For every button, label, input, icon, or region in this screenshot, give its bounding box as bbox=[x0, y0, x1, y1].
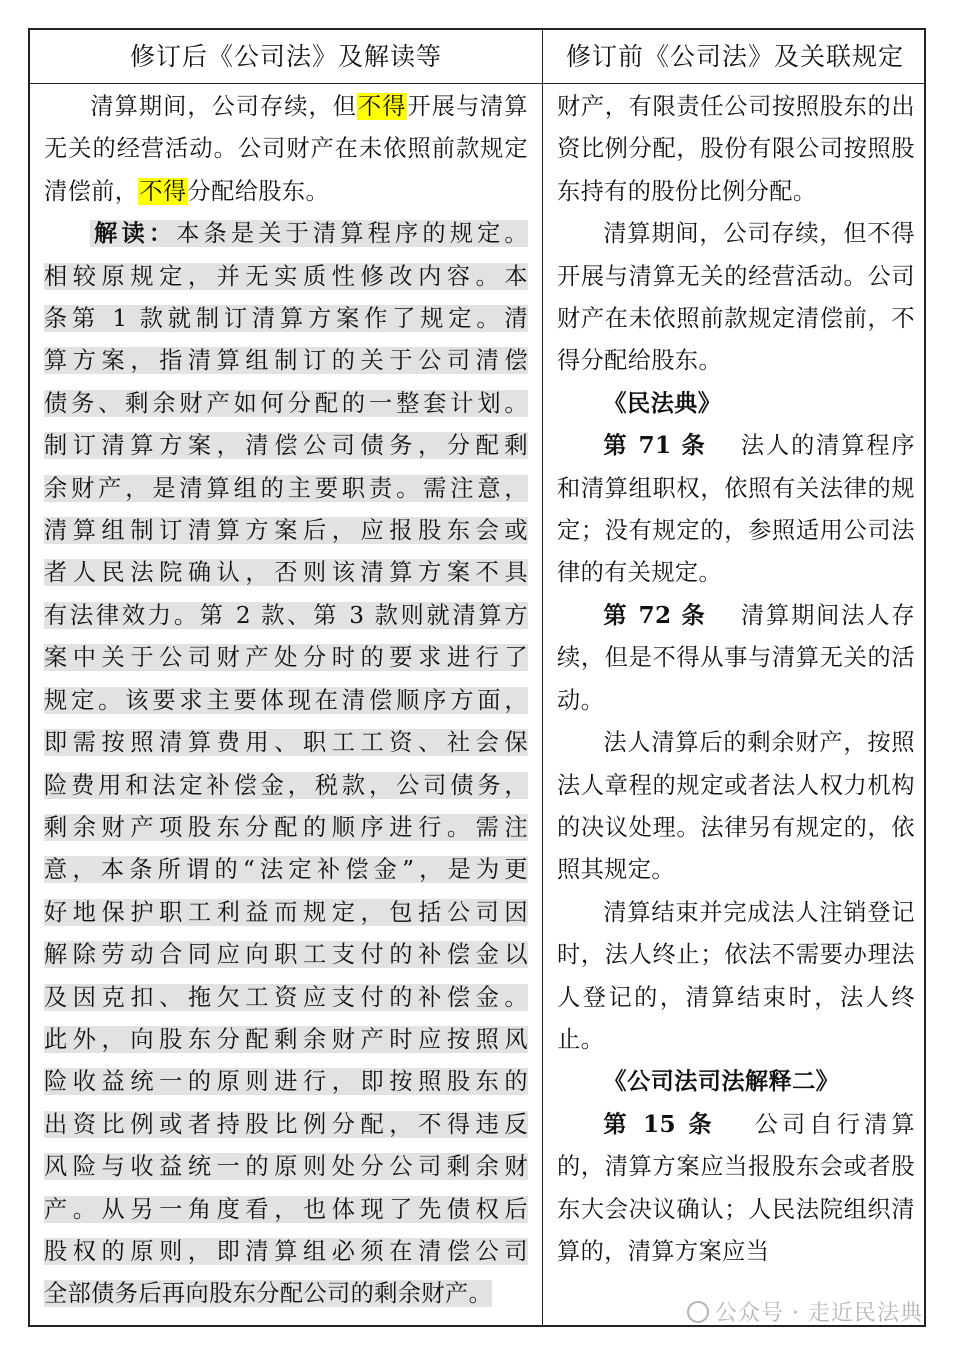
interpretation-line bbox=[44, 340, 528, 382]
interpretation-text: 解除劳动合同应向职工支付的补偿金以 bbox=[44, 941, 528, 969]
highlight-not-allowed-2: 不得 bbox=[139, 177, 187, 205]
judicial-article-15 bbox=[557, 1104, 915, 1274]
interpretation-text: 条第 1 款就制订清算方案作了规定。清 bbox=[44, 305, 528, 333]
interpretation-line bbox=[44, 1061, 528, 1103]
interpretation-line bbox=[44, 765, 528, 807]
watermark-text: 公众号 · 走近民法典 bbox=[715, 1301, 923, 1326]
interpretation-text: 及因克扣、拖欠工资应支付的补偿金。 bbox=[44, 983, 528, 1011]
interpretation-line bbox=[44, 510, 528, 552]
interpretation-block bbox=[44, 213, 528, 1316]
interpretation-line bbox=[44, 1146, 528, 1188]
interpretation-line bbox=[44, 1104, 528, 1146]
interpretation-text: 好地保护职工利益而规定，包括公司因 bbox=[44, 898, 528, 926]
comparison-table bbox=[28, 28, 926, 1327]
article-71-label: 第 71 条 bbox=[603, 432, 707, 460]
revised-article-paragraph bbox=[44, 86, 528, 213]
interpretation-label: 解读： bbox=[90, 220, 177, 248]
wechat-icon bbox=[687, 1301, 709, 1323]
interpretation-line bbox=[44, 1189, 528, 1231]
text-segment: 开展与清算无关的经营活动。公司财产在未依照前款规定清偿前， bbox=[44, 93, 528, 205]
interpretation-text: 险费用和法定补偿金，税款，公司债务， bbox=[44, 771, 528, 799]
interpretation-line bbox=[44, 468, 528, 510]
old-article-paragraph-2: 清算期间，公司存续，但不得开展与清算无关的经营活动。公司财产在未依照前款规定清偿前，不得分配给股东。 bbox=[557, 220, 915, 375]
interpretation-line bbox=[44, 1273, 528, 1315]
interpretation-text: 规定。该要求主要体现在清偿顺序方面， bbox=[44, 686, 528, 714]
interpretation-text: 者人民法院确认，否则该清算方案不具 bbox=[44, 559, 528, 587]
interpretation-line bbox=[44, 680, 528, 722]
interpretation-line bbox=[44, 892, 528, 934]
interpretation-text: 算方案，指清算组制订的关于公司清偿 bbox=[44, 347, 528, 375]
interpretation-text: 即需按照清算费用、职工工资、社会保 bbox=[44, 729, 528, 757]
remaining-property-paragraph: 法人清算后的剩余财产，按照法人章程的规定或者法人权力机构的决议处理。法律另有规定的，依照其规定。 bbox=[557, 729, 915, 884]
old-article-paragraph-1: 财产，有限责任公司按照股东的出资比例分配，股份有限公司按照股东持有的股份比例分配。 bbox=[557, 93, 915, 205]
interpretation-line bbox=[44, 807, 528, 849]
interpretation-line bbox=[44, 298, 528, 340]
interpretation-text: 产。从另一角度看，也体现了先债权后 bbox=[44, 1195, 528, 1223]
interpretation-line bbox=[44, 1231, 528, 1273]
article-72-text: 清算期间法人存续，但是不得从事与清算无关的活动。 bbox=[557, 601, 915, 714]
interpretation-line bbox=[44, 256, 528, 298]
left-column bbox=[44, 86, 528, 1316]
interpretation-text: 案中关于公司财产处分时的要求进行了 bbox=[44, 644, 528, 672]
interpretation-line bbox=[44, 1019, 528, 1061]
watermark bbox=[687, 1296, 923, 1327]
interpretation-text: 制订清算方案，清偿公司债务，分配剩 bbox=[44, 432, 528, 460]
termination-paragraph: 清算结束并完成法人注销登记时，法人终止；依法不需要办理法人登记的，清算结束时，法人终止。 bbox=[557, 898, 915, 1053]
civil-code-article-71 bbox=[557, 425, 915, 595]
interpretation-line bbox=[44, 595, 528, 637]
interpretation-text: 股权的原则，即清算组必须在清偿公司 bbox=[44, 1237, 528, 1265]
interpretation-line bbox=[44, 637, 528, 679]
article-72-label: 第 72 条 bbox=[603, 601, 707, 629]
interpretation-text: 此外，向股东分配剩余财产时应按照风 bbox=[44, 1025, 528, 1053]
civil-code-title: 《民法典》 bbox=[603, 389, 722, 417]
interpretation-text: 余财产，是清算组的主要职责。需注意， bbox=[44, 474, 528, 502]
interpretation-line bbox=[44, 425, 528, 467]
interpretation-text: 相较原规定，并无实质性修改内容。本 bbox=[44, 262, 528, 290]
article-15-text: 公司自行清算的，清算方案应当报股东会或者股东大会决议确认；人民法院组织清算的，清算方案应当 bbox=[557, 1110, 916, 1265]
highlight-not-allowed-1: 不得 bbox=[357, 93, 407, 120]
header-divider bbox=[30, 83, 924, 84]
article-71-text: 法人的清算程序和清算组职权，依照有关法律的规定；没有规定的，参照适用公司法律的有关规定。 bbox=[557, 432, 915, 587]
interpretation-text: 清算组制订清算方案后，应报股东会或 bbox=[44, 517, 528, 545]
column-divider bbox=[542, 30, 543, 1325]
interpretation-line bbox=[44, 383, 528, 425]
interpretation-line bbox=[44, 934, 528, 976]
interpretation-text: 出资比例或者持股比例分配，不得违反 bbox=[44, 1110, 528, 1138]
interpretation-line bbox=[44, 849, 528, 891]
text-segment: 清算期间，公司存续，但 bbox=[90, 93, 357, 120]
judicial-interpretation-title: 《公司法司法解释二》 bbox=[603, 1068, 840, 1096]
interpretation-text: 债务、剩余财产如何分配的一整套计划。 bbox=[44, 389, 528, 417]
interpretation-line bbox=[44, 552, 528, 594]
interpretation-text: 险收益统一的原则进行，即按照股东的 bbox=[44, 1068, 528, 1096]
interpretation-line bbox=[44, 977, 528, 1019]
interpretation-line bbox=[44, 213, 528, 255]
left-column-header: 修订后《公司法》及解读等 bbox=[129, 42, 442, 71]
interpretation-text: 本条是关于清算程序的规定。 bbox=[176, 220, 529, 248]
text-segment: 分配给股东。 bbox=[187, 177, 330, 205]
interpretation-text: 剩余财产项股东分配的顺序进行。需注 bbox=[44, 813, 528, 841]
interpretation-text: 意，本条所谓的“法定补偿金”，是为更 bbox=[44, 856, 528, 884]
article-15-label: 第 15 条 bbox=[603, 1110, 716, 1138]
interpretation-line bbox=[44, 722, 528, 764]
civil-code-article-72 bbox=[557, 595, 915, 722]
interpretation-text: 有法律效力。第 2 款、第 3 款则就清算方 bbox=[44, 601, 528, 629]
interpretation-text: 风险与收益统一的原则处分公司剩余财 bbox=[44, 1153, 528, 1181]
right-column-header: 修订前《公司法》及关联规定 bbox=[565, 42, 904, 71]
right-column bbox=[557, 86, 915, 1273]
interpretation-text: 全部债务后再向股东分配公司的剩余财产。 bbox=[44, 1280, 493, 1308]
